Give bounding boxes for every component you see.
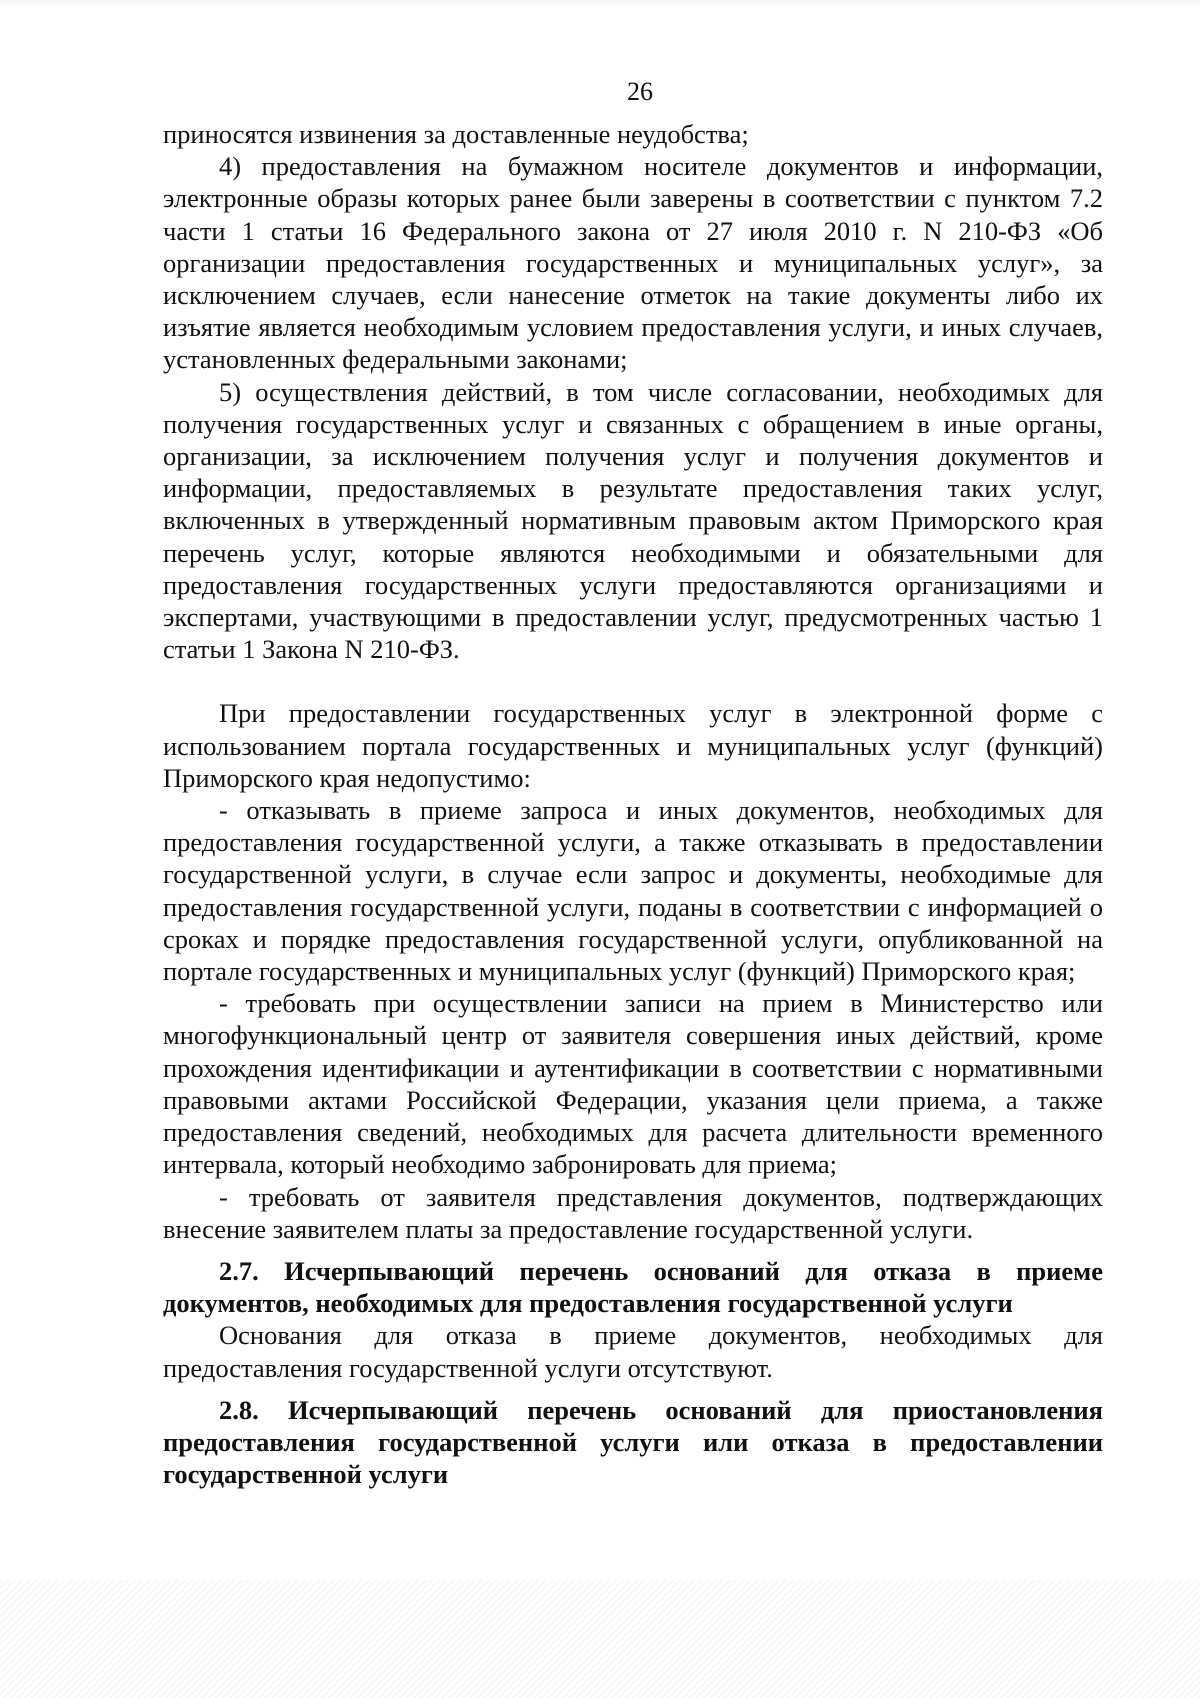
section-heading-2-8: 2.8. Исчерпывающий перечень оснований для приостановления предоставления государственной услуги или отказа в предоставлении государственной услуги: [163, 1394, 1103, 1490]
page-number: 26: [627, 77, 653, 106]
paragraph-item-4: 4) предоставления на бумажном носителе документов и информации, электронные образы которых ранее были заверены в соответствии с пунктом 7.2 части 1 статьи 16 Федерального закона от 27 июля 2010 г. N 210-ФЗ «Об организации предоставления государственных и муниципальных услуг», за исключением случаев, если нанесение отметок на такие документы либо их изъятие является необходимым условием предоставления услуги, и иных случаев, установленных федеральными законами;: [163, 151, 1103, 375]
document-body: [163, 118, 1103, 1490]
paragraph-prohibition-refuse: - отказывать в приеме запроса и иных документов, необходимых для предоставления государственной услуги, а также отказывать в предоставлении государственной услуги, в случае если запрос и документы, необходимые для предоставления государственной услуги, поданы в соответствии с информацией о сроках и порядке предоставления государственной услуги, опубликованной на портале государственных и муниципальных услуг (функций) Приморского края;: [163, 795, 1103, 987]
scan-noise-bottom: [0, 1580, 1200, 1698]
scan-edge-top: [0, 0, 1200, 8]
paragraph-item-5: 5) осуществления действий, в том числе согласовании, необходимых для получения государственных услуг и связанных с обращением в иные органы, организации, за исключением получения услуг и получения документов и информации, предоставляемых в результате предоставления таких услуг, включенных в утвержденный нормативным правовым актом Приморского края перечень услуг, которые являются необходимыми и обязательными для предоставления государственных услуги предоставляются организациями и экспертами, участвующими в предоставлении услуг, предусмотренных частью 1 статьи 1 Закона N 210-ФЗ.: [163, 376, 1103, 665]
paragraph-no-grounds: Основания для отказа в приеме документов, необходимых для предоставления государственной услуги отсутствуют.: [163, 1320, 1103, 1383]
paragraph-prohibition-payment: - требовать от заявителя представления документов, подтверждающих внесение заявителем платы за предоставление государственной услуги.: [163, 1181, 1103, 1244]
paragraph-apology: приносятся извинения за доставленные неудобства;: [163, 119, 749, 149]
paragraph-prohibition-appointment: - требовать при осуществлении записи на прием в Министерство или многофункциональный центр от заявителя совершения иных действий, кроме прохождения идентификации и аутентификации в соответствии с нормативными правовыми актами Российской Федерации, указания цели приема, а также предоставления сведений, необходимых для расчета длительности временного интервала, который необходимо забронировать для приема;: [163, 988, 1103, 1180]
section-heading-2-7: 2.7. Исчерпывающий перечень оснований для отказа в приеме документов, необходимых для предоставления государственной услуги: [163, 1255, 1103, 1319]
paragraph-electronic-form: При предоставлении государственных услуг в электронной форме с использованием портала государственных и муниципальных услуг (функций) Приморского края недопустимо:: [163, 698, 1103, 793]
